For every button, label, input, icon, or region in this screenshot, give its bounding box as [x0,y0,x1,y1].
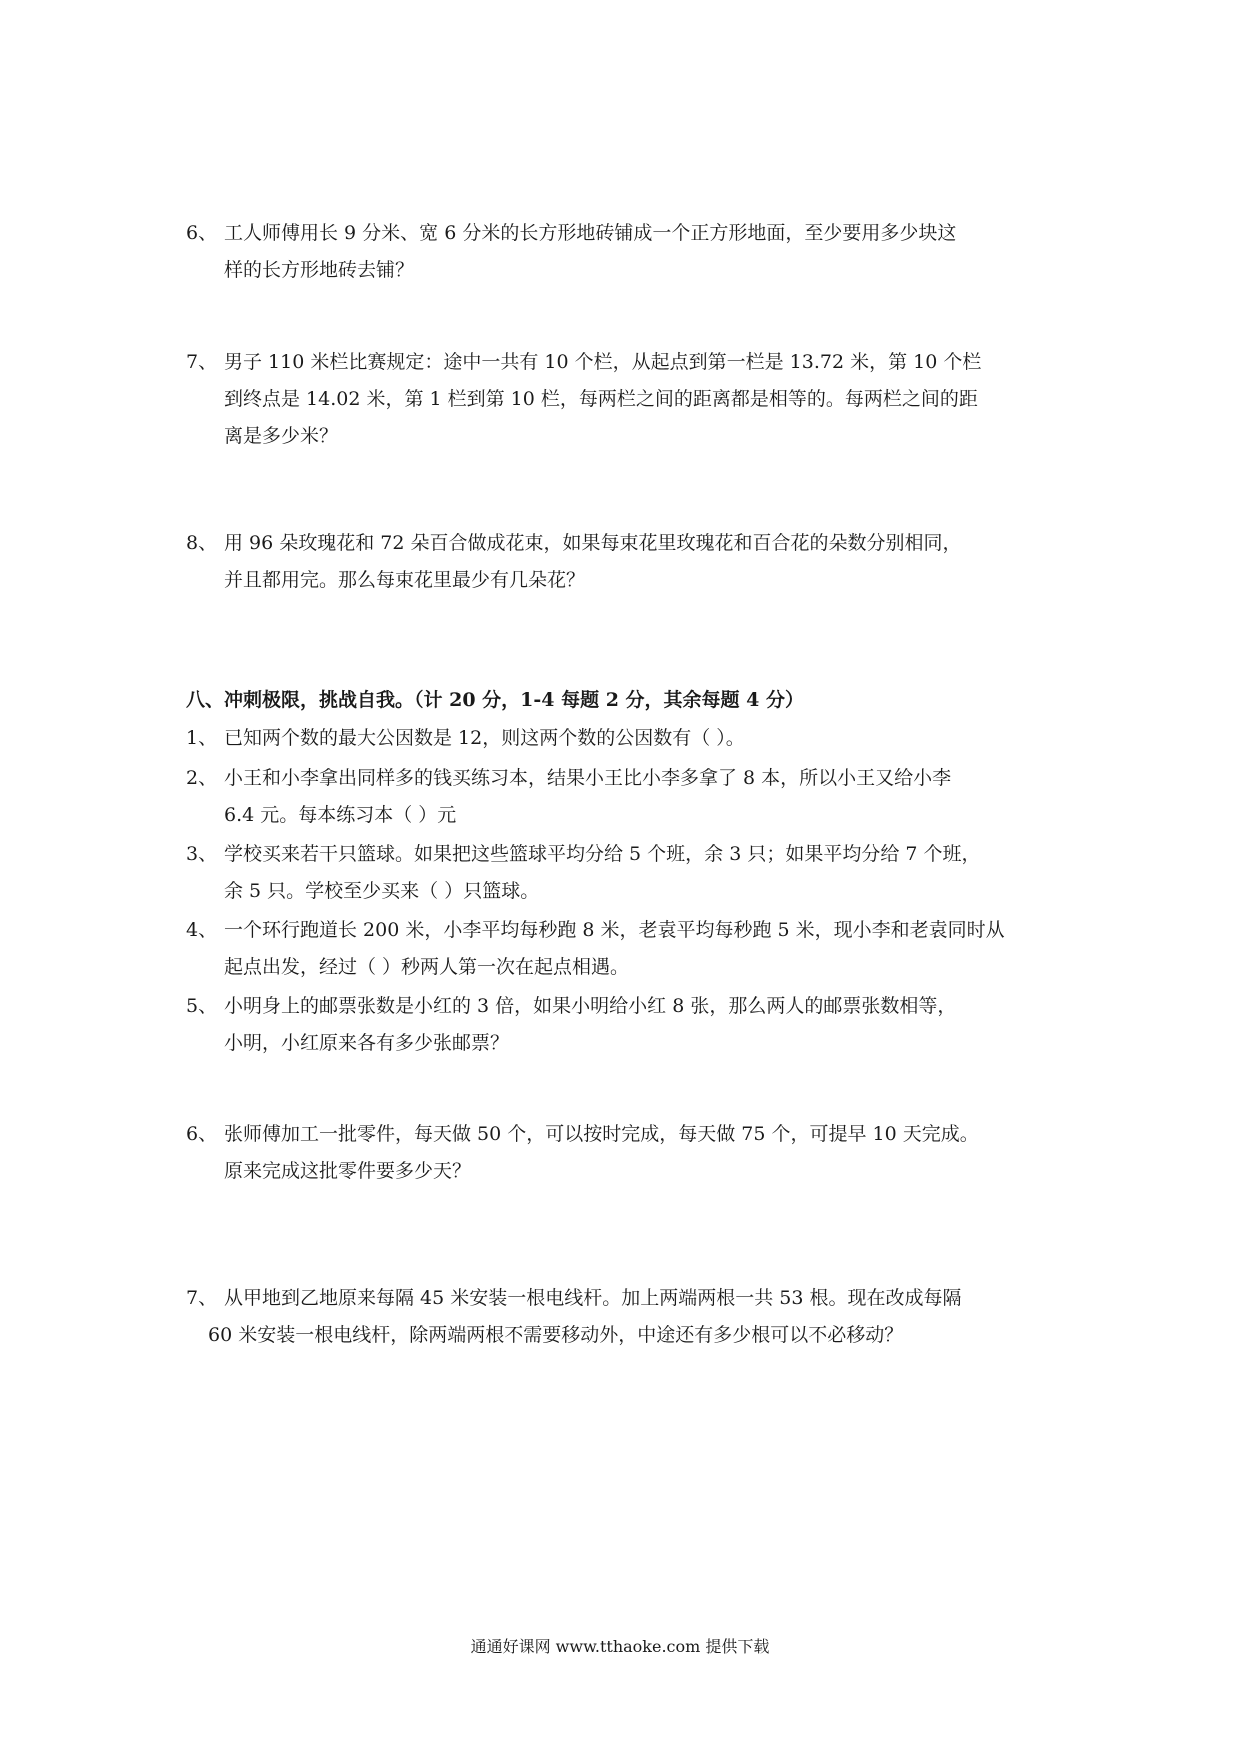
question-text-line: 到终点是 14.02 米，第 1 栏到第 10 栏，每两栏之间的距离都是相等的。每两栏之间的距 [224,388,978,410]
question-number: 5、 [186,995,218,1017]
question-number: 4、 [186,919,218,941]
question-7-7 [186,344,1066,455]
question-text-line: 男子 110 米栏比赛规定：途中一共有 10 个栏，从起点到第一栏是 13.72 米，第 10 个栏 [224,351,982,373]
question-7-8 [186,525,1066,599]
question-8-3 [186,836,1066,910]
question-text-line: 小王和小李拿出同样多的钱买练习本，结果小王比小李多拿了 8 本，所以小王又给小李 [224,767,952,789]
question-text-line: 样的长方形地砖去铺？ [224,259,415,281]
question-text-line: 起点出发，经过（ ）秒两人第一次在起点相遇。 [224,956,630,978]
question-text-line: 原来完成这批零件要多少天？ [224,1160,472,1182]
question-8-1 [186,720,1066,757]
question-8-7 [186,1280,1066,1354]
question-text-line: 学校买来若干只篮球。如果把这些篮球平均分给 5 个班，余 3 只；如果平均分给 7 个班， [224,843,981,865]
question-number: 7、 [186,1287,218,1309]
question-8-4 [186,912,1066,986]
question-text-line: 工人师傅用长 9 分米、宽 6 分米的长方形地砖铺成一个正方形地面，至少要用多少块这 [224,222,957,244]
question-number: 8、 [186,532,218,554]
question-text-line: 从甲地到乙地原来每隔 45 米安装一根电线杆。加上两端两根一共 53 根。现在改成每隔 [224,1287,962,1309]
question-text-line: 余 5 只。学校至少买来（ ）只篮球。 [224,880,540,902]
question-text-line: 一个环行跑道长 200 米，小李平均每秒跑 8 米，老袁平均每秒跑 5 米，现小李和老袁同时从 [224,919,1005,941]
question-7-6 [186,215,1066,289]
question-number: 7、 [186,351,218,373]
question-text-line: 已知两个数的最大公因数是 12，则这两个数的公因数有（ ）。 [224,727,745,749]
question-number: 6、 [186,1123,218,1145]
question-text-line: 离是多少米？ [224,425,339,447]
question-8-6 [186,1116,1066,1190]
question-8-5 [186,988,1066,1062]
question-8-2 [186,760,1066,834]
question-number: 1、 [186,727,218,749]
section-heading-8: 八、冲刺极限，挑战自我。（计 20 分，1-4 每题 2 分，其余每题 4 分） [186,689,805,711]
page-footer: 通通好课网 www.tthaoke.com 提供下载 [470,1637,770,1656]
question-text-line: 6.4 元。每本练习本（ ）元 [224,804,457,826]
question-number: 6、 [186,222,218,244]
question-text-line: 并且都用完。那么每束花里最少有几朵花？ [224,569,586,591]
question-number: 3、 [186,843,218,865]
question-number: 2、 [186,767,218,789]
question-text-line: 小明身上的邮票张数是小红的 3 倍，如果小明给小红 8 张，那么两人的邮票张数相等， [224,995,957,1017]
question-text-line: 60 米安装一根电线杆，除两端两根不需要移动外，中途还有多少根可以不必移动？ [208,1324,904,1346]
question-text-line: 张师傅加工一批零件，每天做 50 个，可以按时完成，每天做 75 个，可提早 10 天完成。 [224,1123,979,1145]
question-text-line: 用 96 朵玫瑰花和 72 朵百合做成花束，如果每束花里玫瑰花和百合花的朵数分别相同， [224,532,962,554]
question-text-line: 小明，小红原来各有多少张邮票？ [224,1032,510,1054]
